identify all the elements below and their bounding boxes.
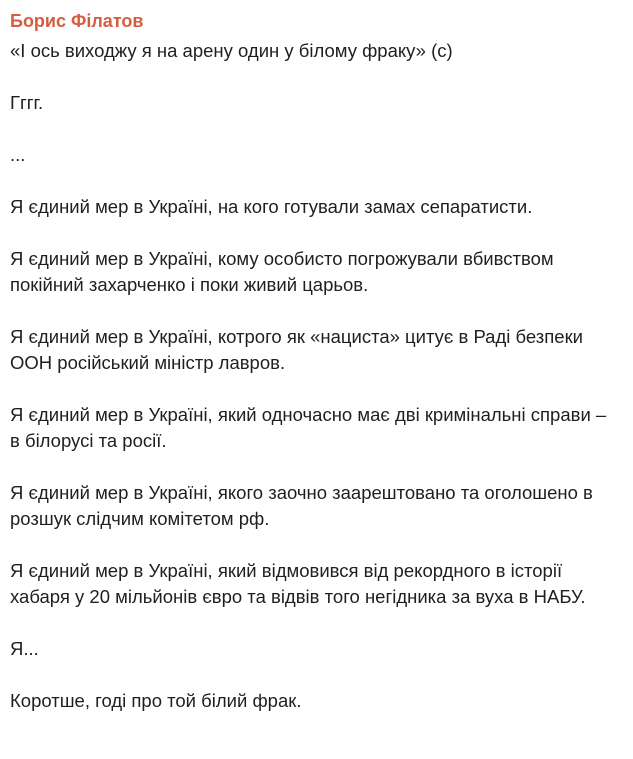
message-paragraph: Я єдиний мер в Україні, котрого як «нациста» цитує в Раді безпеки ООН російський міністр лавров. — [10, 326, 584, 373]
message-paragraph: Гггг. — [10, 92, 44, 113]
message-paragraph: Я єдиний мер в Україні, на кого готували замах сепаратисти. — [10, 196, 533, 217]
message-paragraph: Я єдиний мер в Україні, кому особисто погрожували вбивством покійний захарченко і поки живий царьов. — [10, 248, 554, 295]
message-paragraph: Я єдиний мер в Україні, якого заочно заарештовано та оголошено в розшук слідчим комітетом рф. — [10, 482, 593, 529]
message-paragraph: ... — [10, 144, 26, 165]
message-paragraph: Я єдиний мер в Україні, який відмовився від рекордного в історії хабаря у 20 мільйонів євро та відвів того негідника за вуха в НАБУ. — [10, 560, 586, 607]
message-paragraph: Коротше, годі про той білий фрак. — [10, 690, 302, 711]
sender-name[interactable]: Борис Філатов — [10, 11, 144, 31]
message-paragraph: Я єдиний мер в Україні, який одночасно має дві кримінальні справи – в білорусі та росії. — [10, 404, 607, 451]
message-paragraph-quote: «І ось виходжу я на арену один у білому фраку» (с) — [10, 40, 453, 61]
message-paragraph: Я... — [10, 638, 39, 659]
